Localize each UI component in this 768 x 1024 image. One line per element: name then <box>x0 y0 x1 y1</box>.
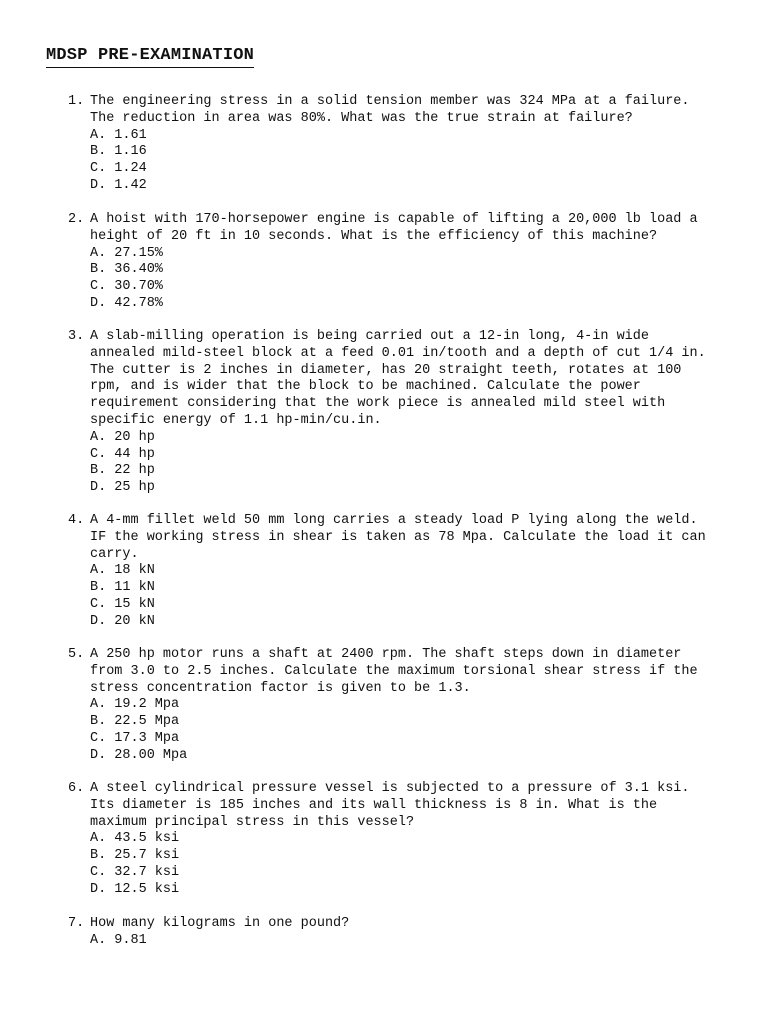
question-text-line: height of 20 ft in 10 seconds. What is the efficiency of this machine? <box>90 228 658 244</box>
question-6 <box>68 781 748 899</box>
question-number: 4. <box>68 513 85 528</box>
question-text-line: The engineering stress in a solid tension member was 324 MPa at a failure. <box>90 94 690 109</box>
answer-option: A. 19.2 Mpa <box>90 697 180 713</box>
question-text-line: carry. <box>90 546 139 562</box>
question-text-line: Its diameter is 185 inches and its wall thickness is 8 in. What is the <box>90 797 658 813</box>
answer-option: C. 30.70% <box>90 279 163 295</box>
question-number: 5. <box>68 647 85 662</box>
answer-option: B. 25.7 ksi <box>90 848 180 864</box>
answer-option: D. 1.42 <box>90 177 147 193</box>
question-text-line: A hoist with 170-horsepower engine is capable of lifting a 20,000 lb load a <box>90 212 698 227</box>
question-text-line: The reduction in area was 80%. What was the true strain at failure? <box>90 110 633 126</box>
answer-option: D. 20 kN <box>90 613 155 629</box>
question-number: 1. <box>68 94 85 109</box>
answer-option: B. 22 hp <box>90 463 155 479</box>
answer-option: D. 28.00 Mpa <box>90 747 188 763</box>
answer-option: B. 22.5 Mpa <box>90 714 180 730</box>
question-text-line: specific energy of 1.1 hp-min/cu.in. <box>90 412 382 428</box>
question-text-line: IF the working stress in shear is taken as 78 Mpa. Calculate the load it can <box>90 529 706 545</box>
answer-option: B. 11 kN <box>90 580 155 596</box>
question-1 <box>68 94 748 195</box>
question-4 <box>68 513 748 631</box>
question-text-line: maximum principal stress in this vessel? <box>90 814 415 830</box>
answer-option: D. 25 hp <box>90 480 155 496</box>
answer-option: C. 32.7 ksi <box>90 864 180 880</box>
answer-option: A. 9.81 <box>90 932 147 948</box>
question-number: 7. <box>68 916 85 931</box>
question-text-line: A steel cylindrical pressure vessel is subjected to a pressure of 3.1 ksi. <box>90 781 690 796</box>
question-text-line: The cutter is 2 inches in diameter, has 20 straight teeth, rotates at 100 <box>90 362 682 378</box>
question-text-line: rpm, and is wider that the block to be machined. Calculate the power <box>90 379 641 395</box>
question-text-line: How many kilograms in one pound? <box>90 916 350 931</box>
answer-option: D. 12.5 ksi <box>90 881 180 897</box>
answer-option: C. 15 kN <box>90 596 155 612</box>
question-number: 2. <box>68 212 85 227</box>
question-text-line: A 4-mm fillet weld 50 mm long carries a steady load P lying along the weld. <box>90 513 698 528</box>
answer-option: D. 42.78% <box>90 295 163 311</box>
question-text-line: stress concentration factor is given to be 1.3. <box>90 680 471 696</box>
question-text-line: requirement considering that the work piece is annealed mild steel with <box>90 396 666 412</box>
question-3 <box>68 329 748 497</box>
answer-option: A. 27.15% <box>90 245 163 261</box>
answer-option: A. 43.5 ksi <box>90 831 180 847</box>
question-2 <box>68 212 748 313</box>
question-number: 3. <box>68 329 85 344</box>
question-text-line: annealed mild-steel block at a feed 0.01 in/tooth and a depth of cut 1/4 in. <box>90 345 706 361</box>
question-text-line: from 3.0 to 2.5 inches. Calculate the maximum torsional shear stress if the <box>90 663 698 679</box>
answer-option: A. 20 hp <box>90 429 155 445</box>
question-text-line: A slab-milling operation is being carried out a 12-in long, 4-in wide <box>90 329 649 344</box>
page-title: MDSP PRE-EXAMINATION <box>46 46 254 68</box>
answer-option: C. 17.3 Mpa <box>90 730 180 746</box>
question-text-line: A 250 hp motor runs a shaft at 2400 rpm. The shaft steps down in diameter <box>90 647 682 662</box>
answer-option: C. 1.24 <box>90 161 147 177</box>
answer-option: C. 44 hp <box>90 446 155 462</box>
answer-option: B. 36.40% <box>90 262 163 278</box>
question-number: 6. <box>68 781 85 796</box>
answer-option: B. 1.16 <box>90 144 147 160</box>
answer-option: A. 1.61 <box>90 127 147 143</box>
answer-option: A. 18 kN <box>90 563 155 579</box>
question-5 <box>68 647 748 765</box>
question-7 <box>68 916 748 950</box>
